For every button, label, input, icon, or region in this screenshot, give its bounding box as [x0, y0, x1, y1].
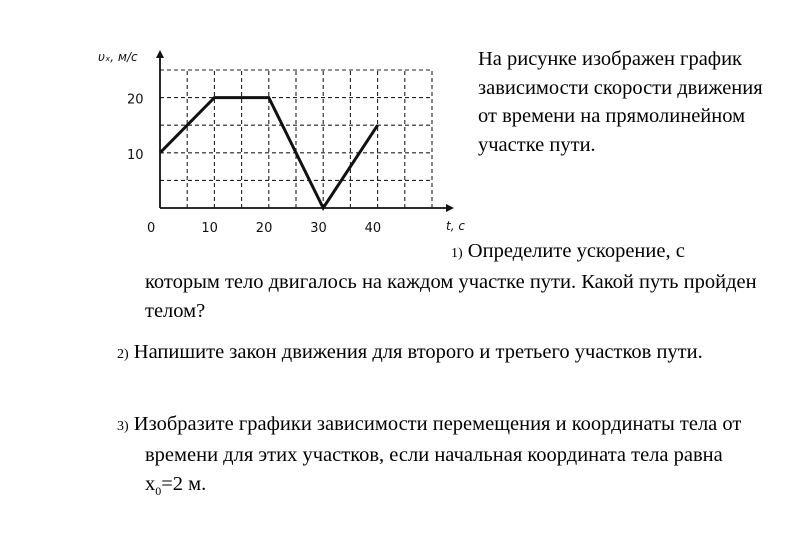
question-2-text: Напишите закон движения для второго и третьего участков пути.: [133, 341, 703, 363]
x-tick-label: 10: [201, 221, 218, 236]
y-axis-arrow: [156, 50, 164, 58]
y-tick-label: 10: [127, 147, 144, 163]
question-3: [117, 410, 760, 499]
chart-grid: [160, 70, 432, 208]
question-3-text-end: =2 м.: [161, 473, 207, 495]
y-axis-label: υₓ, м/с: [98, 50, 138, 64]
question-2: [117, 338, 760, 369]
x-axis-label: t, с: [446, 219, 465, 233]
x-tick-label: 20: [255, 221, 273, 236]
chart-tick-labels: [127, 93, 381, 236]
x-axis-arrow: [446, 204, 454, 212]
x-tick-label: 30: [310, 221, 327, 236]
question-1-text: Определите ускорение, с которым тело двигалось на каждом участке пути. Какой путь пройден телом?: [145, 240, 757, 322]
x-tick-label: 0: [147, 221, 156, 236]
question-3-number: 3): [117, 419, 129, 434]
question-3-text: Изобразите графики зависимости перемещения и координаты тела от времени для этих участков, если начальная координата тела равна x: [133, 413, 742, 495]
intro-text: На рисунке изображен график зависимости скорости движения от времени на прямолинейном участке пути.: [478, 48, 763, 156]
question-1: [145, 237, 760, 326]
question-2-number: 2): [117, 347, 129, 362]
y-tick-label: 20: [127, 92, 144, 108]
x-tick-label: 40: [364, 221, 382, 236]
question-1-number: 1): [451, 246, 463, 261]
question-3-subscript: 0: [155, 484, 162, 499]
chart-axes: [156, 50, 454, 212]
